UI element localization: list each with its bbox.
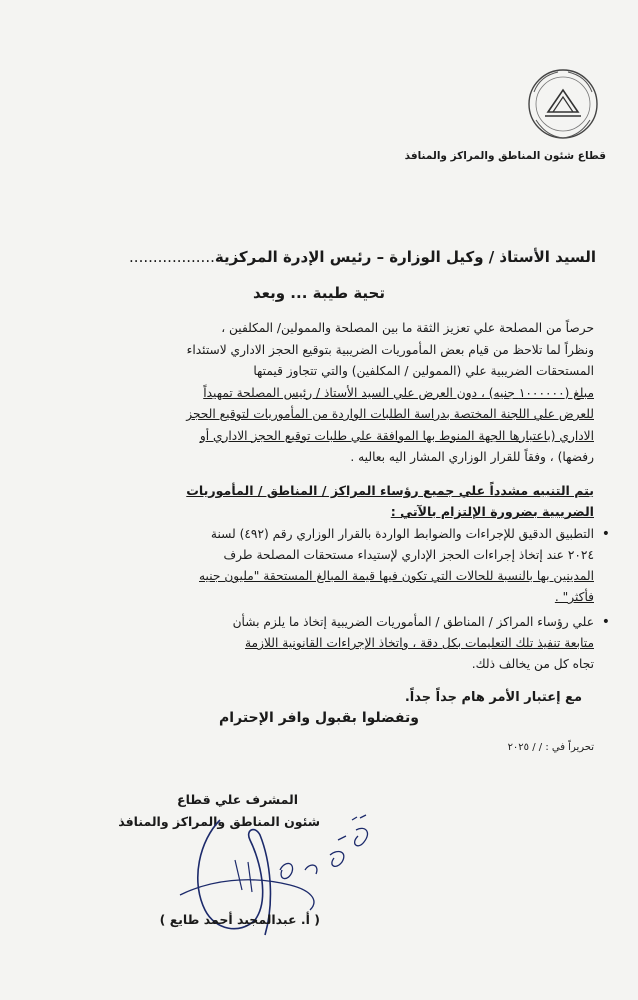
sector-caption: قطاع شئون المناطق والمراكز والمنافذ [404,150,606,162]
regards-line: وتفضلوا بقبول وافر الإحترام [219,710,419,726]
item-line: المدينين بها بالنسبة للحالات التي تكون فيها قيمة المبالغ المستحقة "مليون جنيه [199,569,594,583]
item-line: ٢٠٢٤ عند إتخاذ إجراءات الحجز الإداري لإستيداء مستحقات المصلحة طرف [223,548,594,562]
paragraph-line: المستحقات الضريبية علي (الممولين / المكلفين) والتي تتجاوز قيمتها [253,364,594,378]
notice-line: الضريبية بضرورة الإلتزام بالآتي : [390,504,594,519]
addressee-dots: .................. [129,248,215,266]
instructions-list [40,524,610,679]
item-line: • علي رؤساء المراكز / المناطق / المأموريات الضريبية إتخاذ ما يلزم بشأن [232,615,594,629]
signatory-sector: شئون المناطق والمراكز والمنافذ [118,814,320,829]
paragraph-line: الاداري (باعتبارها الجهة المنوط بها الموافقة علي طلبات توقيع الحجز الاداري أو [199,428,594,443]
item-line: متابعة تنفيذ تلك التعليمات بكل دقة ، واتخاذ الإجراءات القانونية اللازمة [245,636,594,650]
notice [40,480,594,522]
item-line: فأكثر" . [554,590,594,604]
addressee-line [129,248,596,266]
paragraph-line: مبلغ (١٠٠٠٠٠٠ جنيه) ، دون العرض علي السيد الأستاذ / رئيس المصلحة تمهيداً [203,385,594,400]
handwritten-signature-icon [160,800,380,950]
signatory-name: ( أ. عبدالمجيد أحمد طايع ) [159,912,320,927]
greeting: تحية طيبة ... وبعد [253,284,385,302]
ministry-of-finance-seal-icon [520,62,606,152]
item-line: تجاه كل من يخالف ذلك. [471,657,594,671]
signatory-title: المشرف علي قطاع [177,792,298,807]
date-line: تحريراً في : / / ٢٠٢٥ [507,742,594,753]
notice-line: يتم التنبيه مشدداً علي جميع رؤساء المراكز / المناطق / المأموريات [186,483,594,498]
list-item [40,524,594,608]
closing-line: مع إعتبار الأمر هام جداً جداً. [404,690,582,705]
paragraph-line: ونظراً لما تلاحظ من قيام بعض المأموريات الضريبية بتوقيع الحجز الاداري لاستئداء [186,342,594,357]
paragraph-line: للعرض علي اللجنة المختصة بدراسة الطلبات الواردة من المأموريات لتوقيع الحجز [186,407,594,421]
paragraph-line: حرصاً من المصلحة علي تعزيز الثقة ما بين المصلحة والممولين/ المكلفين ، [221,321,594,335]
main-paragraph [40,318,594,469]
addressee-text: السيد الأستاذ / وكيل الوزارة – رئيس الإدرة المركزية [214,248,596,266]
item-line: • التطبيق الدقيق للإجراءات والضوابط الواردة بالقرار الوزاري رقم (٤٩٢) لسنة [210,527,594,541]
list-item [40,612,594,675]
paragraph-line: رفضها) ، وفقاً للقرار الوزاري المشار اليه بعاليه . [350,450,594,464]
